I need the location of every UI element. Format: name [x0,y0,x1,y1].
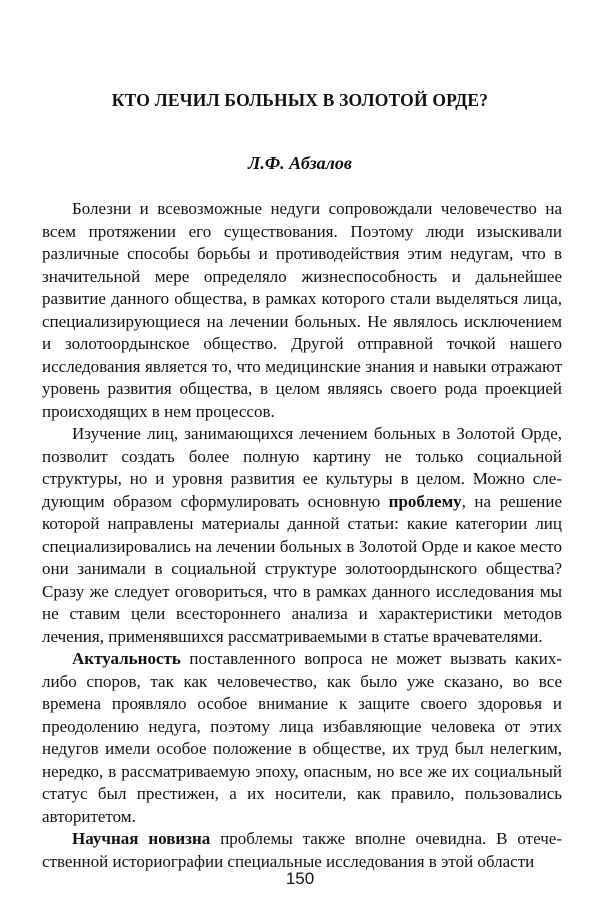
paragraph-3 [42,648,562,828]
paragraph-2-text-a: Изучение лиц, занимающихся лечением больных в Золотой Орде, позволит создать более полную картину не только социальной структуры, но и уровня развития ее культуры в целом. Можно следующим образом сформулировать основную [42,424,562,511]
relevance-term: Актуальность [72,649,181,668]
novelty-term: Научная новизна [72,829,211,848]
paragraph-4-text: проблемы также вполне очевидна. В отечественной историографии специальные исследования в этой области [42,829,562,871]
paragraph-1 [42,198,562,423]
paragraph-4 [42,828,562,873]
paragraph-1-text: Болезни и всевозможные недуги сопровождали человечество на всем протяжении его существования. Поэтому люди изыскивали различные способы борьбы и противодействия этим недугам, что в значительной мере определяло жизнеспособность и дальнейшее развитие данного общества, в рамках которого стали выделяться лица, специализирующиеся на лечении больных. Не являлось исключением и золотоордынское общество. Другой отправной точкой нашего исследования является то, что медицинские знания и навыки отражают уровень развития общества, в целом являясь своего рода проекцией происходящих в нем процессов. [42,199,562,421]
article-body [42,198,562,873]
article-author: Л.Ф. Абзалов [248,153,352,173]
paragraph-2 [42,423,562,648]
paragraph-3-text: поставленного вопроса не может вызвать какихлибо споров, так как человечество, как было уже сказано, во все времена проявляло особое внимание к защите своего здоровья и преодолению недуга, поэтому лица избавляющие человека от этих недугов имели особое положение в обществе, их труд был нелегким, нередко, в рассматриваемую эпоху, опасным, но все же их социальный статус был престижен, а их носители, как правило, пользовались авторитетом. [42,649,562,826]
page-number: 150 [285,869,315,888]
paragraph-2-text-b: , на решение которой направлены материалы данной статьи: какие категории лиц специализировались на лечении больных в Золотой Орде и какое место они занимали в социальной структуре золотоордынского общества? Сразу же следует оговориться, что в рамках данного исследования мы не ставим цели всестороннего анализа и характеристики методов лечения, применявшихся рассматриваемыми в статье врачевателями. [42,491,562,646]
article-title: КТО ЛЕЧИЛ БОЛЬНЫХ В ЗОЛОТОЙ ОРДЕ? [111,90,489,110]
problem-term: проблему [388,491,462,511]
